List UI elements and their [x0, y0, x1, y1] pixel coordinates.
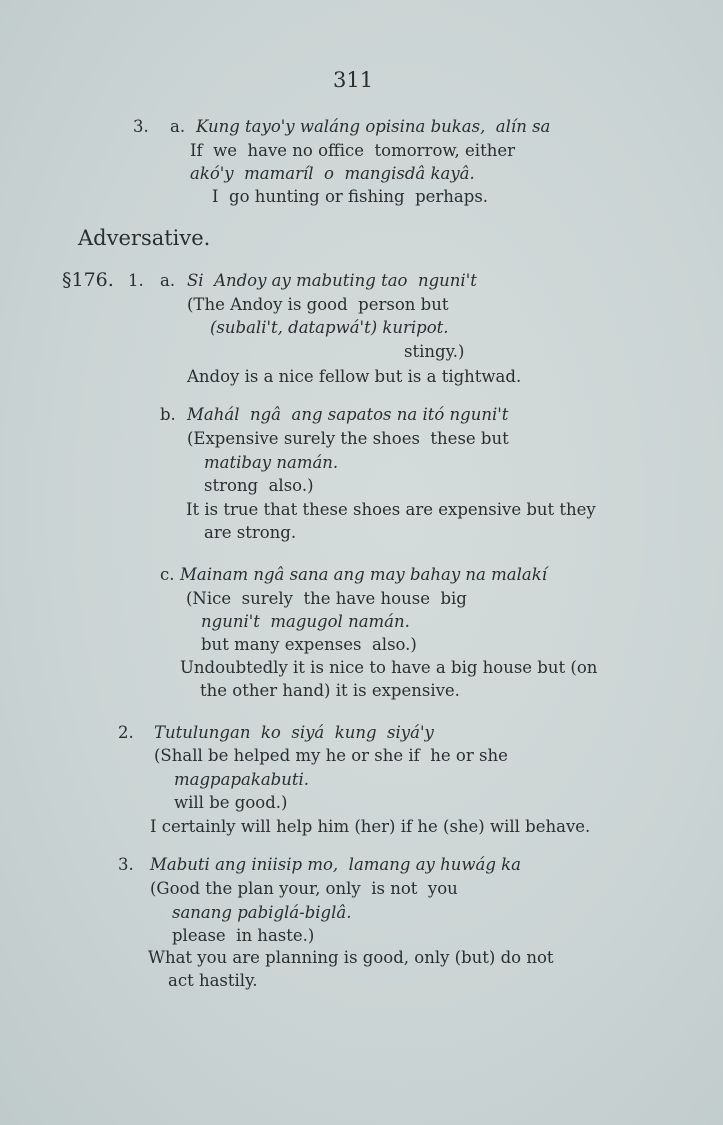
section-number: §176. [62, 269, 114, 291]
tagalog-line: sanang pabiglá-biglâ. [172, 903, 352, 922]
gloss-line: stingy.) [404, 342, 465, 361]
gloss-line: but many expenses also.) [201, 635, 417, 654]
tagalog-line: akó'y mamaríl o mangisdâ kayâ. [190, 164, 475, 183]
gloss-line: (Expensive surely the shoes these but [187, 429, 509, 448]
tagalog-line: Mainam ngâ sana ang may bahay na malakí [180, 565, 547, 584]
gloss-line: (Nice surely the have house big [186, 589, 467, 608]
item-letter: b. [160, 405, 176, 424]
tagalog-line: Tutulungan ko siyá kung siyá'y [154, 723, 434, 742]
item-number: 3. [133, 117, 149, 136]
item-letter: c. [160, 565, 175, 584]
translation-line: It is true that these shoes are expensive but they [186, 500, 596, 519]
translation-line: are strong. [204, 523, 297, 542]
gloss-line: If we have no office tomorrow, either [190, 141, 515, 160]
translation-line: act hastily. [168, 971, 258, 990]
item-letter: a. [160, 271, 176, 290]
tagalog-line: Kung tayo'y waláng opisina bukas, alín sa [196, 117, 551, 136]
tagalog-line: matibay namán. [204, 453, 339, 472]
tagalog-line: nguni't magugol namán. [201, 612, 410, 631]
item-number: 1. [128, 271, 144, 290]
gloss-line: (Good the plan your, only is not you [150, 879, 458, 898]
tagalog-line: Mahál ngâ ang sapatos na itó nguni't [187, 405, 509, 424]
translation-line: the other hand) it is expensive. [200, 681, 460, 700]
tagalog-line: Mabuti ang iniisip mo, lamang ay huwág ka [150, 855, 521, 874]
gloss-line: (The Andoy is good person but [187, 295, 449, 314]
item-letter: a. [170, 117, 186, 136]
item-number: 3. [118, 855, 134, 874]
gloss-line: strong also.) [204, 476, 314, 495]
item-number: 2. [118, 723, 134, 742]
gloss-line: will be good.) [174, 793, 288, 812]
translation-line: Undoubtedly it is nice to have a big house but (on [180, 658, 598, 677]
tagalog-line: Si Andoy ay mabuting tao nguni't [187, 271, 477, 290]
section-heading: Adversative. [78, 226, 211, 250]
translation-line: I certainly will help him (her) if he (she) will behave. [150, 817, 591, 836]
gloss-line: please in haste.) [172, 926, 315, 945]
gloss-line: (Shall be helped my he or she if he or she [154, 746, 508, 765]
gloss-line: I go hunting or fishing perhaps. [212, 187, 489, 206]
tagalog-line: magpapakabuti. [174, 770, 310, 789]
translation-line: What you are planning is good, only (but) do not [148, 948, 554, 967]
translation-line: Andoy is a nice fellow but is a tightwad. [187, 367, 522, 386]
tagalog-line: (subali't, datapwá't) kuripot. [210, 318, 449, 337]
page-number: 311 [333, 68, 374, 92]
